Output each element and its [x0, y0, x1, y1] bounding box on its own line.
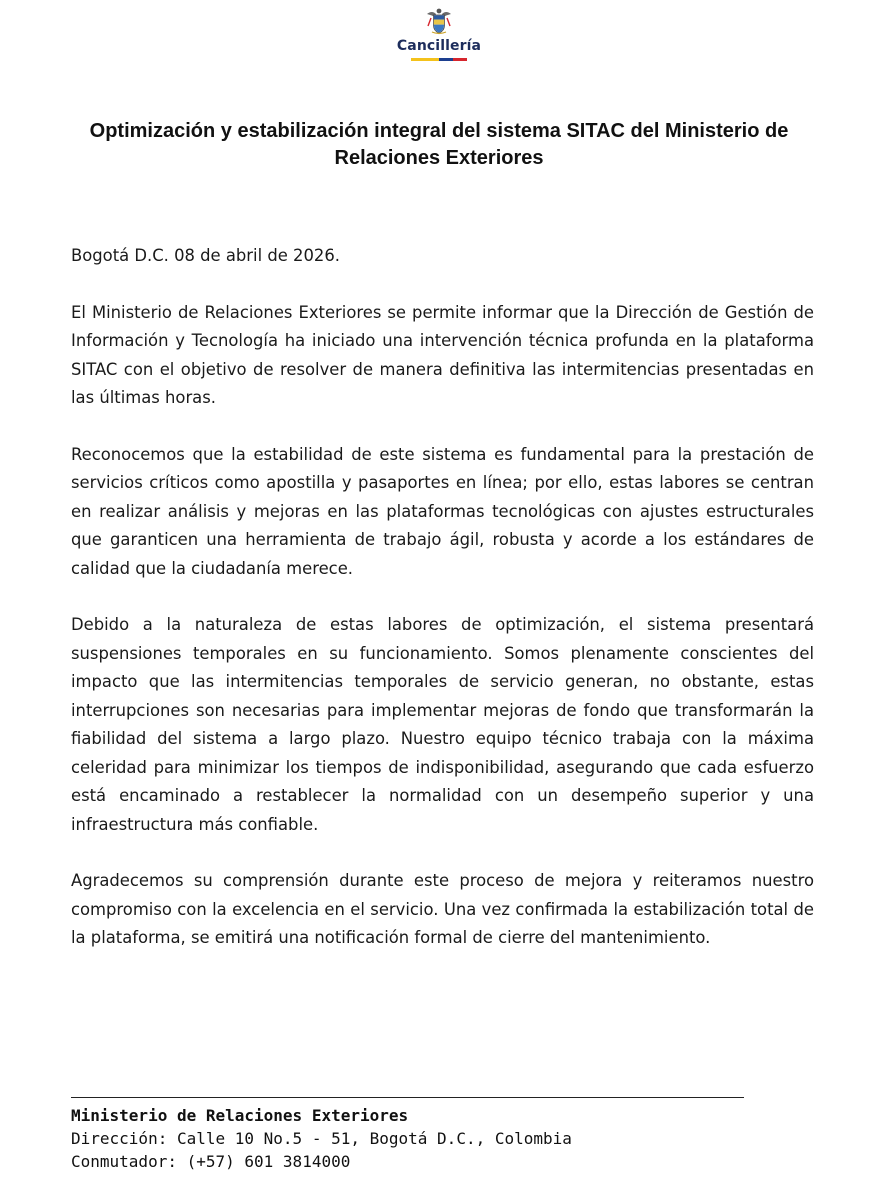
paragraph-1: El Ministerio de Relaciones Exteriores se permite informar que la Dirección de Gestión de Información y Tecnología ha iniciado una intervención técnica profunda en la plataforma SITAC con el objetivo de resolver de manera definitiva las intermitencias presentadas en las últimas horas.	[71, 302, 814, 407]
paragraph-2: Reconocemos que la estabilidad de este sistema es fundamental para la prestación de servicios críticos como apostilla y pasaportes en línea; por ello, estas labores se centran en realizar análisis y mejoras en las plataformas tecnológicas con ajustes estructurales que garanticen una herramienta de trabajo ágil, robusta y acorde a los estándares de calidad que la ciudadanía merece.	[71, 444, 814, 578]
letterhead-logo	[0, 6, 878, 61]
flag-yellow-stripe	[411, 58, 439, 61]
footer-address: Dirección: Calle 10 No.5 - 51, Bogotá D.C., Colombia	[71, 1129, 572, 1148]
document-date: Bogotá D.C. 08 de abril de 2026.	[71, 246, 340, 265]
document-body	[71, 242, 814, 981]
document-title: Optimización y estabilización integral del sistema SITAC del Ministerio de Relaciones Exteriores	[89, 120, 789, 169]
footer-divider	[71, 1097, 744, 1098]
colombia-coat-of-arms-icon	[424, 6, 454, 36]
brand-name: Cancillería	[396, 38, 482, 54]
flag-blue-stripe	[439, 58, 453, 61]
flag-color-bar	[411, 58, 467, 61]
paragraph-4: Agradecemos su comprensión durante este proceso de mejora y reiteramos nuestro compromiso con la excelencia en el servicio. Una vez confirmada la estabilización total de la plataforma, se emitirá una notificación formal de cierre del mantenimiento.	[71, 871, 814, 947]
flag-red-stripe	[453, 58, 467, 61]
footer-phone: Conmutador: (+57) 601 3814000	[71, 1152, 351, 1171]
document-footer	[71, 1097, 751, 1173]
footer-organization: Ministerio de Relaciones Exteriores	[71, 1106, 409, 1125]
paragraph-3: Debido a la naturaleza de estas labores de optimización, el sistema presentará suspensiones temporales en su funcionamiento. Somos plenamente conscientes del impacto que las intermitencias temporales de servicio generan, no obstante, estas interrupciones son necesarias para implementar mejoras de fondo que transformarán la fiabilidad del sistema a largo plazo. Nuestro equipo técnico trabaja con la máxima celeridad para minimizar los tiempos de indisponibilidad, asegurando que cada esfuerzo está encaminado a restablecer la normalidad con un desempeño superior y una infraestructura más confiable.	[71, 615, 814, 834]
